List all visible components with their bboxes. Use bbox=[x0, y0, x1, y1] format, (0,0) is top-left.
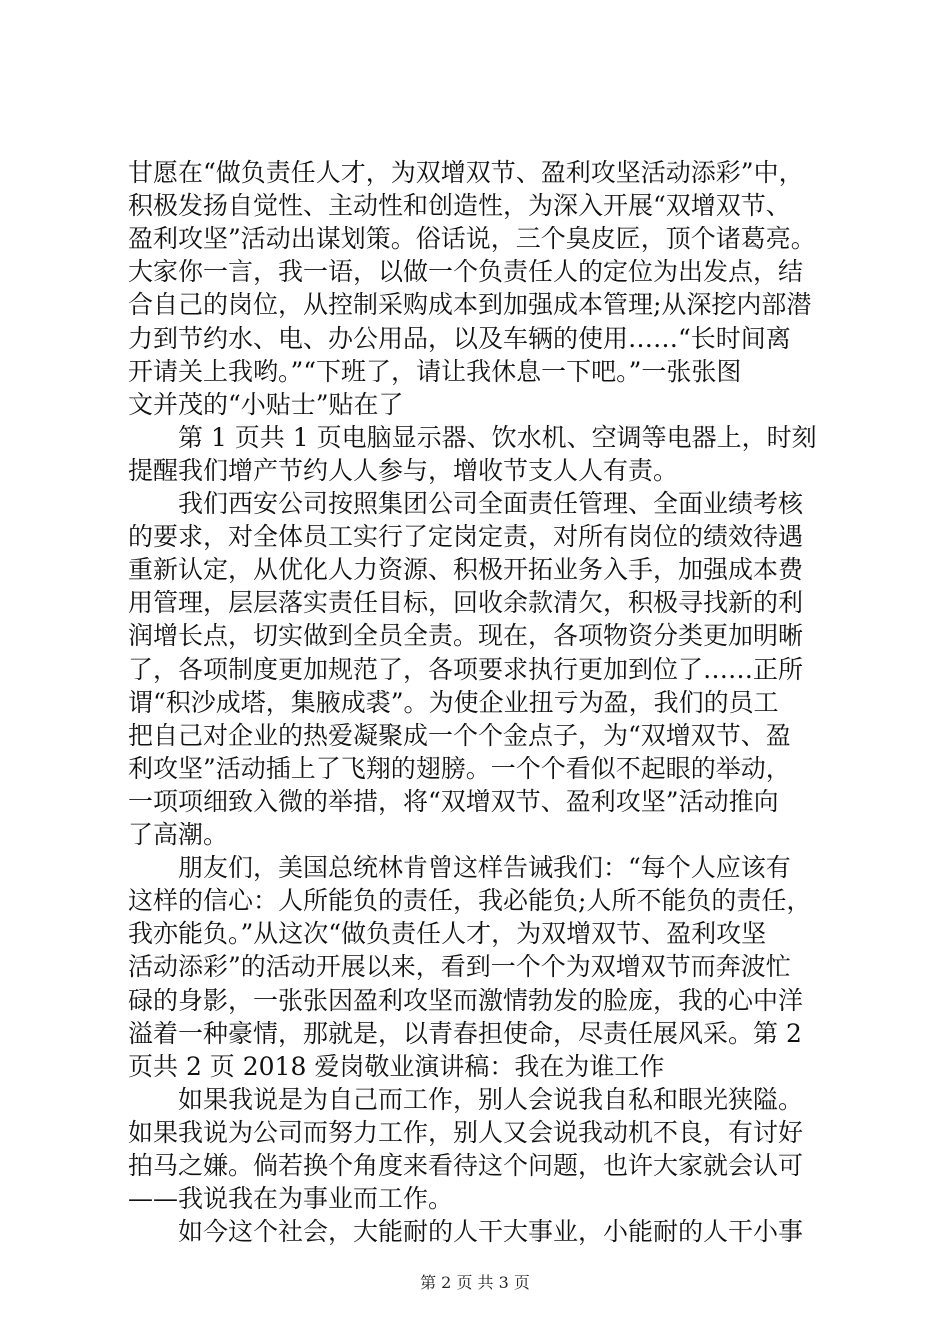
document-line: 大家你一言，我一语，以做一个负责任人的定位为出发点，结 bbox=[128, 257, 804, 287]
document-line: 碌的身影，一张张因盈利攻坚而激情勃发的脸庞，我的心中洋 bbox=[128, 985, 804, 1015]
document-line: 润增长点，切实做到全员全责。现在，各项物资分类更加明晰 bbox=[128, 621, 804, 651]
document-line: 了高潮。 bbox=[128, 820, 229, 849]
document-line: 合自己的岗位，从控制采购成本到加强成本管理;从深挖内部潜 bbox=[128, 290, 812, 320]
document-line: 开请关上我哟。”“下班了，请让我休息一下吧。”一张张图 bbox=[128, 356, 742, 386]
document-line: ——我说我在为事业而工作。 bbox=[128, 1184, 454, 1214]
document-line: 文并茂的“小贴士”贴在了 bbox=[128, 389, 404, 419]
document-line: 甘愿在“做负责任人才，为双增双节、盈利攻坚活动添彩”中， bbox=[128, 158, 804, 187]
document-line: 谓“积沙成塔，集腋成裘”。为使企业扭亏为盈，我们的员工 bbox=[128, 687, 779, 717]
document-line: 拍马之嫌。倘若换个角度来看待这个问题，也许大家就会认可 bbox=[128, 1151, 804, 1180]
document-line: 了，各项制度更加规范了，各项要求执行更加到位了……正所 bbox=[128, 654, 804, 684]
document-line: 如今这个社会，大能耐的人干大事业，小能耐的人干小事 bbox=[128, 1217, 804, 1247]
page-footer: 第 2 页 共 3 页 bbox=[420, 1273, 530, 1292]
document-line: 积极发扬自觉性、主动性和创造性，为深入开展“双增双节、 bbox=[128, 191, 791, 221]
document-line: 用管理，层层落实责任目标，回收余款清欠，积极寻找新的利 bbox=[128, 588, 804, 618]
document-line: 溢着一种豪情，那就是，以青春担使命，尽责任展风采。第 2 bbox=[128, 1018, 802, 1048]
document-line: 利攻坚”活动插上了飞翔的翅膀。一个个看似不起眼的举动， bbox=[128, 753, 791, 783]
document-line: 重新认定，从优化人力资源、积极开拓业务入手，加强成本费 bbox=[128, 555, 804, 585]
document-line: 活动添彩”的活动开展以来，看到一个个为双增双节而奔波忙 bbox=[128, 952, 791, 982]
document-line: 第 1 页共 1 页电脑显示器、饮水机、空调等电器上，时刻 bbox=[128, 422, 817, 452]
document-line: 我亦能负。”从这次“做负责任人才，为双增双节、盈利攻坚 bbox=[128, 919, 767, 949]
document-line: 如果我说为公司而努力工作，别人又会说我动机不良，有讨好 bbox=[128, 1117, 804, 1147]
document-line: 朋友们，美国总统林肯曾这样告诫我们：“每个人应该有 bbox=[128, 853, 791, 883]
document-line: 我们西安公司按照集团公司全面责任管理、全面业绩考核 bbox=[128, 489, 804, 518]
document-line: 页共 2 页 2018 爱岗敬业演讲稿：我在为谁工作 bbox=[128, 1051, 665, 1081]
document-line: 这样的信心：人所能负的责任，我必能负;人所不能负的责任， bbox=[128, 886, 812, 916]
document-line: 如果我说是为自己而工作，别人会说我自私和眼光狭隘。 bbox=[128, 1084, 804, 1114]
document-line: 盈利攻坚”活动出谋划策。俗话说，三个臭皮匠，顶个诸葛亮。 bbox=[128, 224, 816, 254]
document-line: 提醒我们增产节约人人参与，增收节支人人有责。 bbox=[128, 455, 679, 485]
document-line: 一项项细致入微的举措，将“双增双节、盈利攻坚”活动推向 bbox=[128, 786, 779, 816]
document-line: 力到节约水、电、办公用品，以及车辆的使用……“长时间离 bbox=[128, 323, 791, 353]
document-line: 把自己对企业的热爱凝聚成一个个金点子，为“双增双节、盈 bbox=[128, 720, 791, 750]
document-line: 的要求，对全体员工实行了定岗定责，对所有岗位的绩效待遇 bbox=[128, 522, 804, 552]
